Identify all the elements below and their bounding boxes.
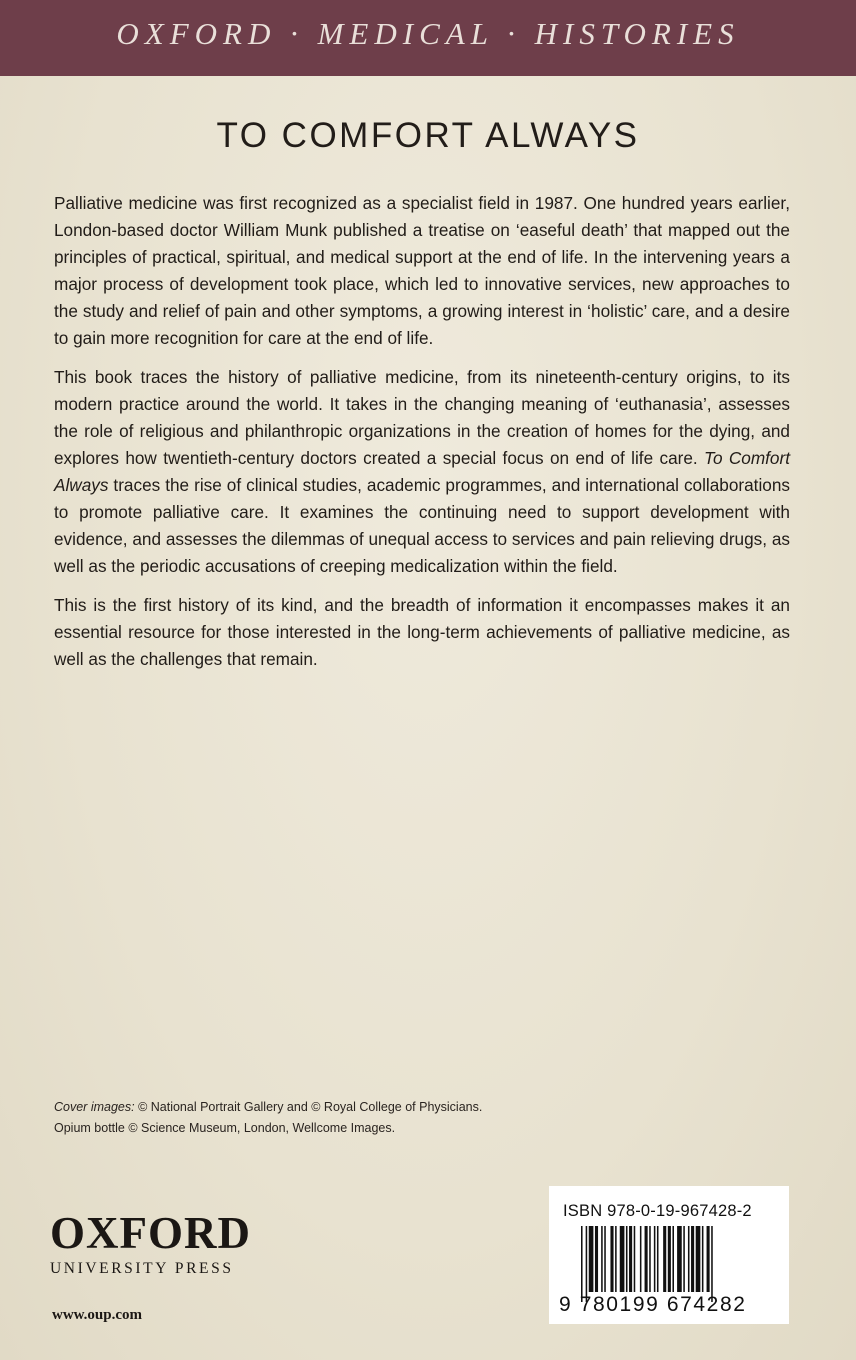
publisher-press: UNIVERSITY PRESS [50, 1260, 234, 1277]
blurb-paragraph-1: Palliative medicine was first recognized as a specialist field in 1987. One hundred years earlier, London-based doctor William Munk published a treatise on ‘easeful death’ that mapped out the principles of practical, spiritual, and medical support at the end of life. In the intervening years a major process of development took place, which led to innovative services, new approaches to the study and relief of pain and other symptoms, a growing interest in ‘holistic’ care, and a desire to gain more recognition for care at the end of life. [54, 193, 790, 348]
book-title: TO COMFORT ALWAYS [216, 116, 640, 155]
barcode-bar [663, 1226, 666, 1292]
blurb-book-title-italic: To Comfort Always [54, 448, 790, 495]
credits-line-1-text: © National Portrait Gallery and © Royal College of Physicians. [134, 1100, 483, 1114]
series-title: OXFORD · MEDICAL · HISTORIES [116, 16, 740, 51]
barcode-bar [604, 1226, 606, 1292]
credits-line-1 [54, 1097, 574, 1118]
credits-label: Cover images: [54, 1100, 135, 1114]
barcode-bar [654, 1226, 656, 1292]
barcode-bar [589, 1226, 594, 1292]
cover-credits [54, 1097, 574, 1139]
barcode-bar [620, 1226, 625, 1292]
barcode-bar [586, 1226, 588, 1302]
barcode-bar [683, 1226, 685, 1292]
blurb-paragraph-2-start: This book traces the history of palliative medicine, from its nineteenth-century origins, to its modern practice around the world. It takes in the changing meaning of ‘euthanasia’, assesses the role of religious and philanthropic organizations in the creation of homes for the dying, and explores how twentieth-century doctors created a special focus on end of life care. [54, 367, 790, 468]
publisher-url[interactable]: www.oup.com [52, 1307, 143, 1323]
publisher-name: OXFORD [50, 1208, 251, 1258]
barcode-bar [595, 1226, 598, 1292]
barcode-bar [702, 1226, 704, 1292]
barcode-bar [649, 1226, 651, 1292]
barcode-bar [711, 1226, 713, 1302]
series-banner [0, 0, 856, 76]
barcode-bar [688, 1226, 690, 1292]
barcode-bar [629, 1226, 632, 1292]
blurb [54, 190, 790, 685]
barcode-bar [615, 1226, 617, 1292]
barcode-bar [677, 1226, 682, 1292]
barcode-bar [707, 1226, 710, 1292]
blurb-paragraph-2-end: traces the rise of clinical studies, academic programmes, and international collaborations to promote palliative care. It examines the continuing need to support development with evidence, and assesses the dilemmas of unequal access to services and pain relieving drugs, as well as the periodic accusations of creeping medicalization within the field. [54, 475, 790, 576]
barcode-bar [601, 1226, 603, 1292]
barcode-bar [668, 1226, 671, 1292]
barcode-bar [640, 1226, 642, 1292]
isbn-label: ISBN 978-0-19-967428-2 [563, 1202, 752, 1220]
barcode-bar [581, 1226, 583, 1302]
barcode-bar [691, 1226, 694, 1292]
barcode-bar [672, 1226, 674, 1292]
blurb-paragraph-2 [54, 364, 790, 580]
barcode-bar [626, 1226, 628, 1292]
barcode-number: 9 780199 674282 [559, 1293, 747, 1316]
blurb-paragraph-3: This is the first history of its kind, and the breadth of information it encompasses makes it an essential resource for those interested in the long-term achievements of palliative medicine, as well as the challenges that remain. [54, 595, 790, 669]
barcode-bar [634, 1226, 636, 1292]
credits-line-2: Opium bottle © Science Museum, London, Wellcome Images. [54, 1121, 396, 1135]
barcode-bar [657, 1226, 659, 1292]
barcode-bar [610, 1226, 613, 1292]
barcode-bar [645, 1226, 648, 1292]
barcode-panel [549, 1186, 789, 1324]
barcode-bar [696, 1226, 701, 1292]
publisher-logo [50, 1208, 262, 1278]
